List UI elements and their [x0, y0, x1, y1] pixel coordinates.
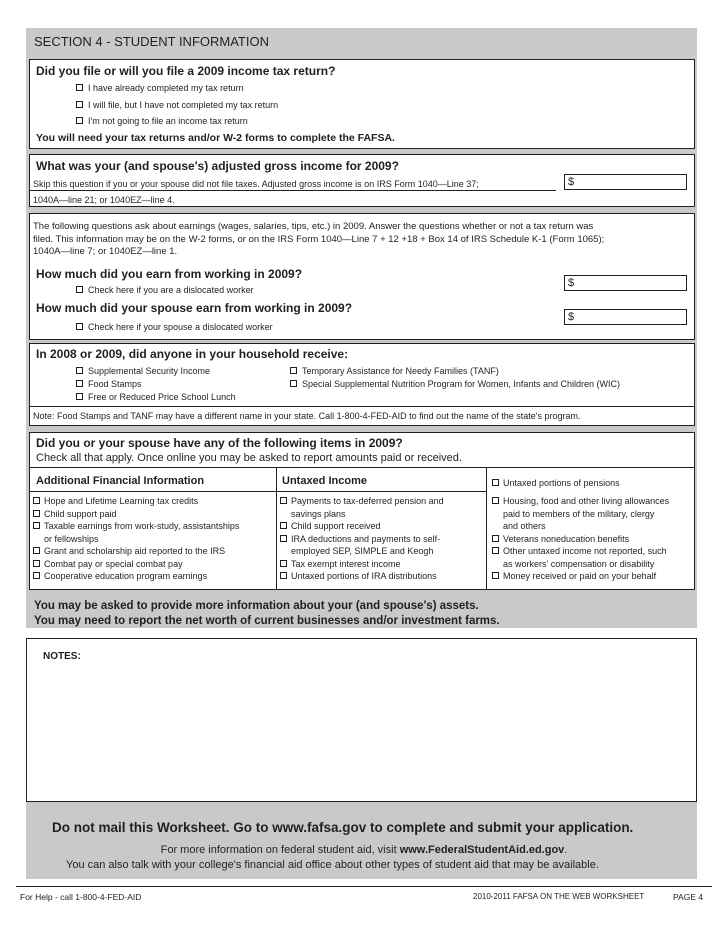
- checkbox-icon[interactable]: [76, 323, 83, 330]
- benefit-tanf[interactable]: Temporary Assistance for Needy Families (TANF): [290, 366, 499, 376]
- col3-list: [492, 495, 669, 583]
- closing-line1-text: For more information on federal student aid, visit: [160, 844, 400, 856]
- list-item-continuation: paid to members of the military, clergy: [503, 508, 655, 519]
- checkbox-icon[interactable]: [280, 522, 287, 529]
- tax-option-will-file[interactable]: I will file, but I have not completed my tax return: [76, 100, 278, 110]
- earnings-intro-line1: The following questions ask about earnings (wages, salaries, tips, etc.) in 2009. Answer the questions whether or not a tax return was: [33, 221, 594, 232]
- benefit-school-lunch[interactable]: Free or Reduced Price School Lunch: [76, 392, 236, 402]
- checkbox-icon[interactable]: [76, 286, 83, 293]
- col1-title: Additional Financial Information: [36, 475, 205, 487]
- checkbox-icon[interactable]: [76, 367, 83, 374]
- footer-help: For Help - call 1-800-4-FED-AID: [20, 892, 142, 902]
- assets-line2: You may need to report the net worth of current businesses and/or investment farms.: [34, 615, 500, 627]
- divider: [30, 406, 694, 407]
- checkbox-icon[interactable]: [76, 393, 83, 400]
- earnings-spouse-field[interactable]: $: [564, 309, 687, 325]
- checkbox-icon[interactable]: [76, 101, 83, 108]
- list-item[interactable]: Child support paid: [33, 508, 239, 521]
- checkbox-icon[interactable]: [492, 497, 499, 504]
- items-subtitle: Check all that apply. Once online you may be asked to report amounts paid or received.: [36, 452, 462, 464]
- checkbox-icon[interactable]: [76, 84, 83, 91]
- list-item[interactable]: IRA deductions and payments to self-: [280, 533, 444, 546]
- checkbox-icon[interactable]: [76, 117, 83, 124]
- checkbox-icon[interactable]: [492, 547, 499, 554]
- notes-box[interactable]: [26, 638, 697, 802]
- agi-help-line1: Skip this question if you or your spouse did not file taxes. Adjusted gross income is on IRS Form 1040—Line 37;: [33, 179, 479, 189]
- list-item[interactable]: Cooperative education program earnings: [33, 570, 239, 583]
- earnings-you-field[interactable]: $: [564, 275, 687, 291]
- list-item[interactable]: Taxable earnings from work-study, assistantships: [33, 520, 239, 533]
- benefit-ssi[interactable]: Supplemental Security Income: [76, 366, 210, 376]
- list-item-continuation: or fellowships: [44, 533, 99, 544]
- earnings-you-question: How much did you earn from working in 2009?: [36, 267, 303, 281]
- agi-help-line2: 1040A—line 21; or 1040EZ—line 4.: [33, 195, 175, 205]
- tax-return-question: Did you file or will you file a 2009 income tax return?: [36, 64, 336, 78]
- tax-option-not-filing[interactable]: I'm not going to file an income tax return: [76, 116, 248, 126]
- notes-label: NOTES:: [43, 651, 81, 662]
- list-item-continuation: and others: [503, 521, 546, 531]
- column-divider: [276, 467, 277, 589]
- tax-option-completed[interactable]: I have already completed my tax return: [76, 83, 244, 93]
- checkbox-icon[interactable]: [492, 479, 499, 486]
- tax-return-note: You will need your tax returns and/or W-2 forms to complete the FAFSA.: [36, 132, 395, 144]
- items-question: Did you or your spouse have any of the following items in 2009?: [36, 436, 403, 450]
- agi-box: [29, 154, 695, 207]
- checkbox-icon[interactable]: [33, 560, 40, 567]
- agi-amount-field[interactable]: $: [564, 174, 687, 190]
- dislocated-worker-spouse[interactable]: Check here if your spouse a dislocated worker: [76, 322, 273, 332]
- closing-line1-suffix: .: [564, 844, 568, 856]
- list-item[interactable]: Combat pay or special combat pay: [33, 558, 239, 571]
- checkbox-icon[interactable]: [76, 380, 83, 387]
- dislocated-worker-you[interactable]: Check here if you are a dislocated worker: [76, 285, 254, 295]
- closing-line2: You can also talk with your college's financial aid office about other types of student aid that may be available.: [66, 859, 599, 871]
- tax-return-box: [29, 59, 695, 149]
- footer-title: 2010-2011 FAFSA ON THE WEB WORKSHEET: [473, 892, 645, 901]
- earnings-intro-line3: 1040A—line 7; or 1040EZ—line 1.: [33, 246, 178, 257]
- earnings-intro-line2: filed. This information may be on the W-2 forms, or on the IRS Form 1040—Line 7 + 12 +18 + Box 14 of IRS Schedule K-1 (Form 1065);: [33, 234, 605, 245]
- earnings-box: [29, 213, 695, 340]
- list-item-continuation: as workers' compensation or disability: [503, 558, 655, 569]
- checkbox-icon[interactable]: [280, 535, 287, 542]
- col2-list: [280, 495, 444, 583]
- checkbox-icon[interactable]: [290, 367, 297, 374]
- footer-page-number: PAGE 4: [673, 892, 704, 902]
- checkbox-icon[interactable]: [492, 535, 499, 542]
- list-item[interactable]: Child support received: [280, 520, 444, 533]
- agi-question: What was your (and spouse's) adjusted gross income for 2009?: [36, 159, 399, 173]
- benefits-question: In 2008 or 2009, did anyone in your household receive:: [36, 347, 349, 361]
- federal-student-aid-link[interactable]: www.FederalStudentAid.ed.gov: [399, 844, 565, 856]
- list-item[interactable]: Other untaxed income not reported, such: [492, 545, 669, 558]
- benefits-note: Note: Food Stamps and TANF may have a different name in your state. Call 1-800-4-FED-AID to find out the name of the state's program.: [33, 411, 581, 421]
- divider: [30, 467, 694, 468]
- column-divider: [486, 467, 487, 589]
- divider: [30, 491, 486, 492]
- checkbox-icon[interactable]: [280, 497, 287, 504]
- checkbox-icon[interactable]: [33, 522, 40, 529]
- list-item[interactable]: Grant and scholarship aid reported to the IRS: [33, 545, 239, 558]
- checkbox-icon[interactable]: [280, 572, 287, 579]
- checkbox-icon[interactable]: [290, 380, 297, 387]
- list-item[interactable]: Housing, food and other living allowances: [492, 495, 669, 508]
- checkbox-icon[interactable]: [33, 547, 40, 554]
- benefit-food-stamps[interactable]: Food Stamps: [76, 379, 142, 389]
- list-item-continuation: employed SEP, SIMPLE and Keogh: [291, 546, 434, 556]
- checkbox-icon[interactable]: [280, 560, 287, 567]
- list-item-continuation: savings plans: [291, 508, 346, 519]
- closing-line1: [0, 844, 728, 856]
- benefits-box: [29, 343, 695, 426]
- list-item[interactable]: Payments to tax-deferred pension and: [280, 495, 444, 508]
- checkbox-icon[interactable]: [33, 497, 40, 504]
- footer-rule: [16, 886, 712, 887]
- list-item[interactable]: Veterans noneducation benefits: [492, 533, 669, 546]
- earnings-spouse-question: How much did your spouse earn from working in 2009?: [36, 301, 353, 315]
- closing-headline: Do not mail this Worksheet. Go to www.fafsa.gov to complete and submit your application.: [52, 820, 634, 835]
- divider: [30, 190, 556, 191]
- items-box: [29, 432, 695, 590]
- list-item[interactable]: Hope and Lifetime Learning tax credits: [33, 495, 239, 508]
- list-item[interactable]: Untaxed portions of IRA distributions: [280, 570, 444, 583]
- section-header: SECTION 4 - STUDENT INFORMATION: [34, 34, 269, 49]
- benefit-wic[interactable]: Special Supplemental Nutrition Program for Women, Infants and Children (WIC): [290, 379, 620, 389]
- checkbox-icon[interactable]: [492, 572, 499, 579]
- list-item[interactable]: Tax exempt interest income: [280, 558, 444, 571]
- list-item[interactable]: Untaxed portions of pensions: [492, 477, 620, 490]
- checkbox-icon[interactable]: [33, 572, 40, 579]
- list-item[interactable]: Money received or paid on your behalf: [492, 570, 669, 583]
- checkbox-icon[interactable]: [33, 510, 40, 517]
- col1-list: [33, 495, 239, 583]
- col2-title: Untaxed Income: [282, 475, 367, 487]
- assets-line1: You may be asked to provide more information about your (and spouse's) assets.: [34, 600, 479, 612]
